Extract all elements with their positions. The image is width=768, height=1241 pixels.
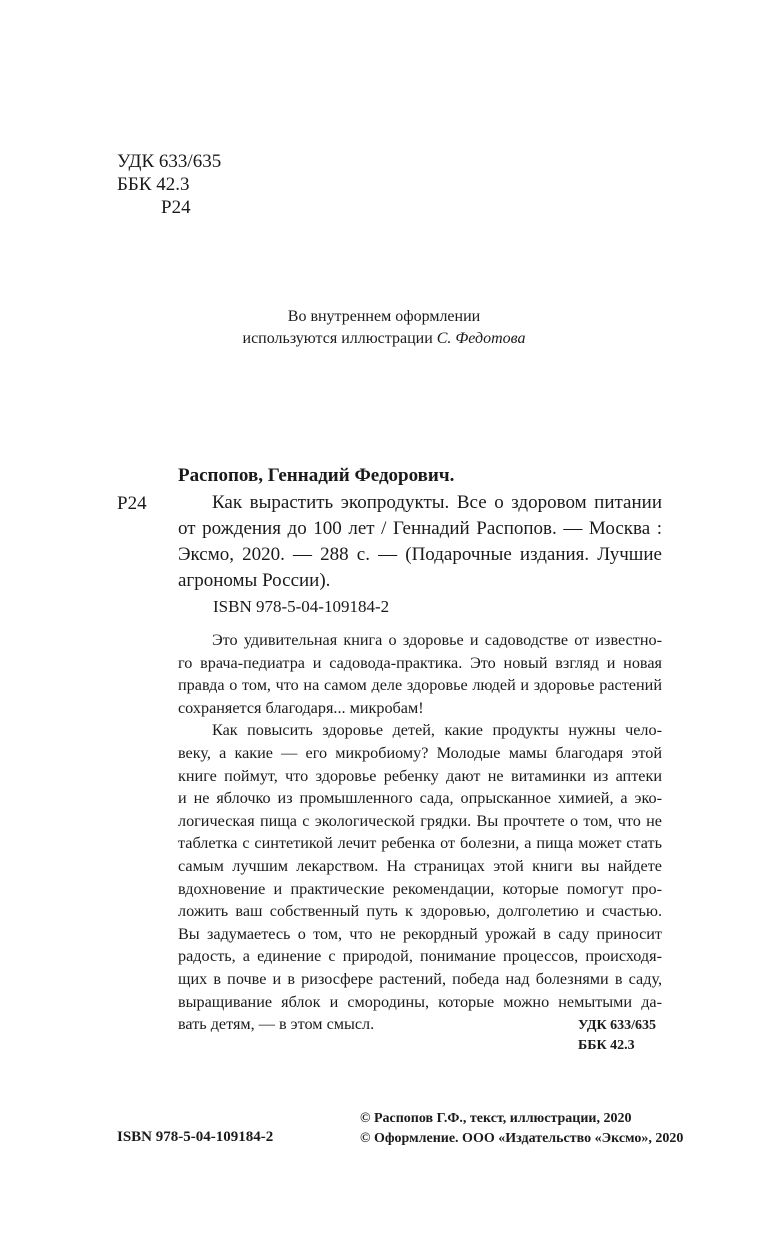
bbk-code: ББК 42.3 bbox=[117, 174, 190, 195]
annotation bbox=[178, 629, 662, 1036]
illustration-credit-prefix: используются иллюстрации bbox=[242, 330, 437, 347]
annotation-line: щих в почве и в ризосфере растений, победа над болезнями в саду, bbox=[178, 969, 662, 988]
bib-line: Эксмо, 2020. — 288 с. — (Подарочные издания. Лучшие bbox=[178, 544, 662, 565]
bibliographic-description bbox=[178, 490, 662, 594]
annotation-line: и не яблочко из промышленного сада, опрысканное химией, а эко- bbox=[178, 789, 662, 808]
annotation-line: Как повысить здоровье детей, какие продукты нужны чело- bbox=[212, 721, 662, 740]
udk-code-bottom: УДК 633/635 bbox=[578, 1018, 657, 1033]
annotation-line: правда о том, что на самом деле здоровье людей и здоровье растений bbox=[178, 676, 662, 695]
illustration-credit-line1: Во внутреннем оформлении bbox=[287, 308, 481, 325]
author-mark-top: Р24 bbox=[161, 197, 191, 218]
annotation-line: го врача-педиатра и садовода-практика. Это новый взгляд и новая bbox=[178, 653, 662, 672]
bib-line: от рождения до 100 лет / Геннадий Распопов. — Москва : bbox=[178, 518, 662, 539]
copyright-publisher: © Оформление. ООО «Издательство «Эксмо», 2020 bbox=[360, 1131, 684, 1146]
annotation-line: ложить ваш собственный путь к здоровью, долголетию и счастью. bbox=[178, 902, 662, 921]
author-heading: Распопов, Геннадий Федорович. bbox=[178, 465, 455, 486]
annotation-line: таблетка с синтетикой лечит ребенка от болезни, а пища может стать bbox=[178, 834, 662, 853]
illustrator-name: С. Федотова bbox=[436, 330, 526, 347]
annotation-line: Вы задумаетесь о том, что не рекордный урожай в саду приносит bbox=[178, 924, 662, 943]
copyright-author: © Распопов Г.Ф., текст, иллюстрации, 2020 bbox=[360, 1111, 632, 1126]
author-mark-entry: Р24 bbox=[117, 493, 147, 514]
illustration-credit-line2 bbox=[0, 328, 768, 349]
annotation-line: вать детям, — в этом смысл. bbox=[178, 1015, 375, 1034]
isbn-entry: ISBN 978-5-04-109184-2 bbox=[213, 597, 390, 616]
bbk-code-bottom: ББК 42.3 bbox=[578, 1038, 635, 1053]
annotation-line: книге поймут, что здоровье ребенку дают не витаминки из аптеки bbox=[178, 766, 662, 785]
annotation-line: выращивание яблок и смородины, которые можно немытыми да- bbox=[178, 992, 662, 1011]
annotation-line: сохраняется благодаря... микробам! bbox=[178, 698, 424, 717]
annotation-line: самым лучшим лекарством. На страницах этой книги вы найдете bbox=[178, 856, 662, 875]
udk-code: УДК 633/635 bbox=[117, 151, 222, 172]
bib-line: Как вырастить экопродукты. Все о здоровом питании bbox=[212, 492, 662, 513]
annotation-line: логическая пища с экологической грядки. Вы прочтете о том, что не bbox=[178, 811, 662, 830]
annotation-line: вдохновение и практические рекомендации, которые помогут про- bbox=[178, 879, 662, 898]
bib-line: агрономы России). bbox=[178, 570, 331, 591]
annotation-line: веку, а какие — его микробиому? Молодые мамы благодаря этой bbox=[178, 743, 662, 762]
annotation-line: радость, а единение с природой, понимание процессов, происходя- bbox=[178, 947, 662, 966]
annotation-line: Это удивительная книга о здоровье и садоводстве от известно- bbox=[212, 631, 662, 649]
isbn-footer: ISBN 978-5-04-109184-2 bbox=[117, 1129, 274, 1145]
